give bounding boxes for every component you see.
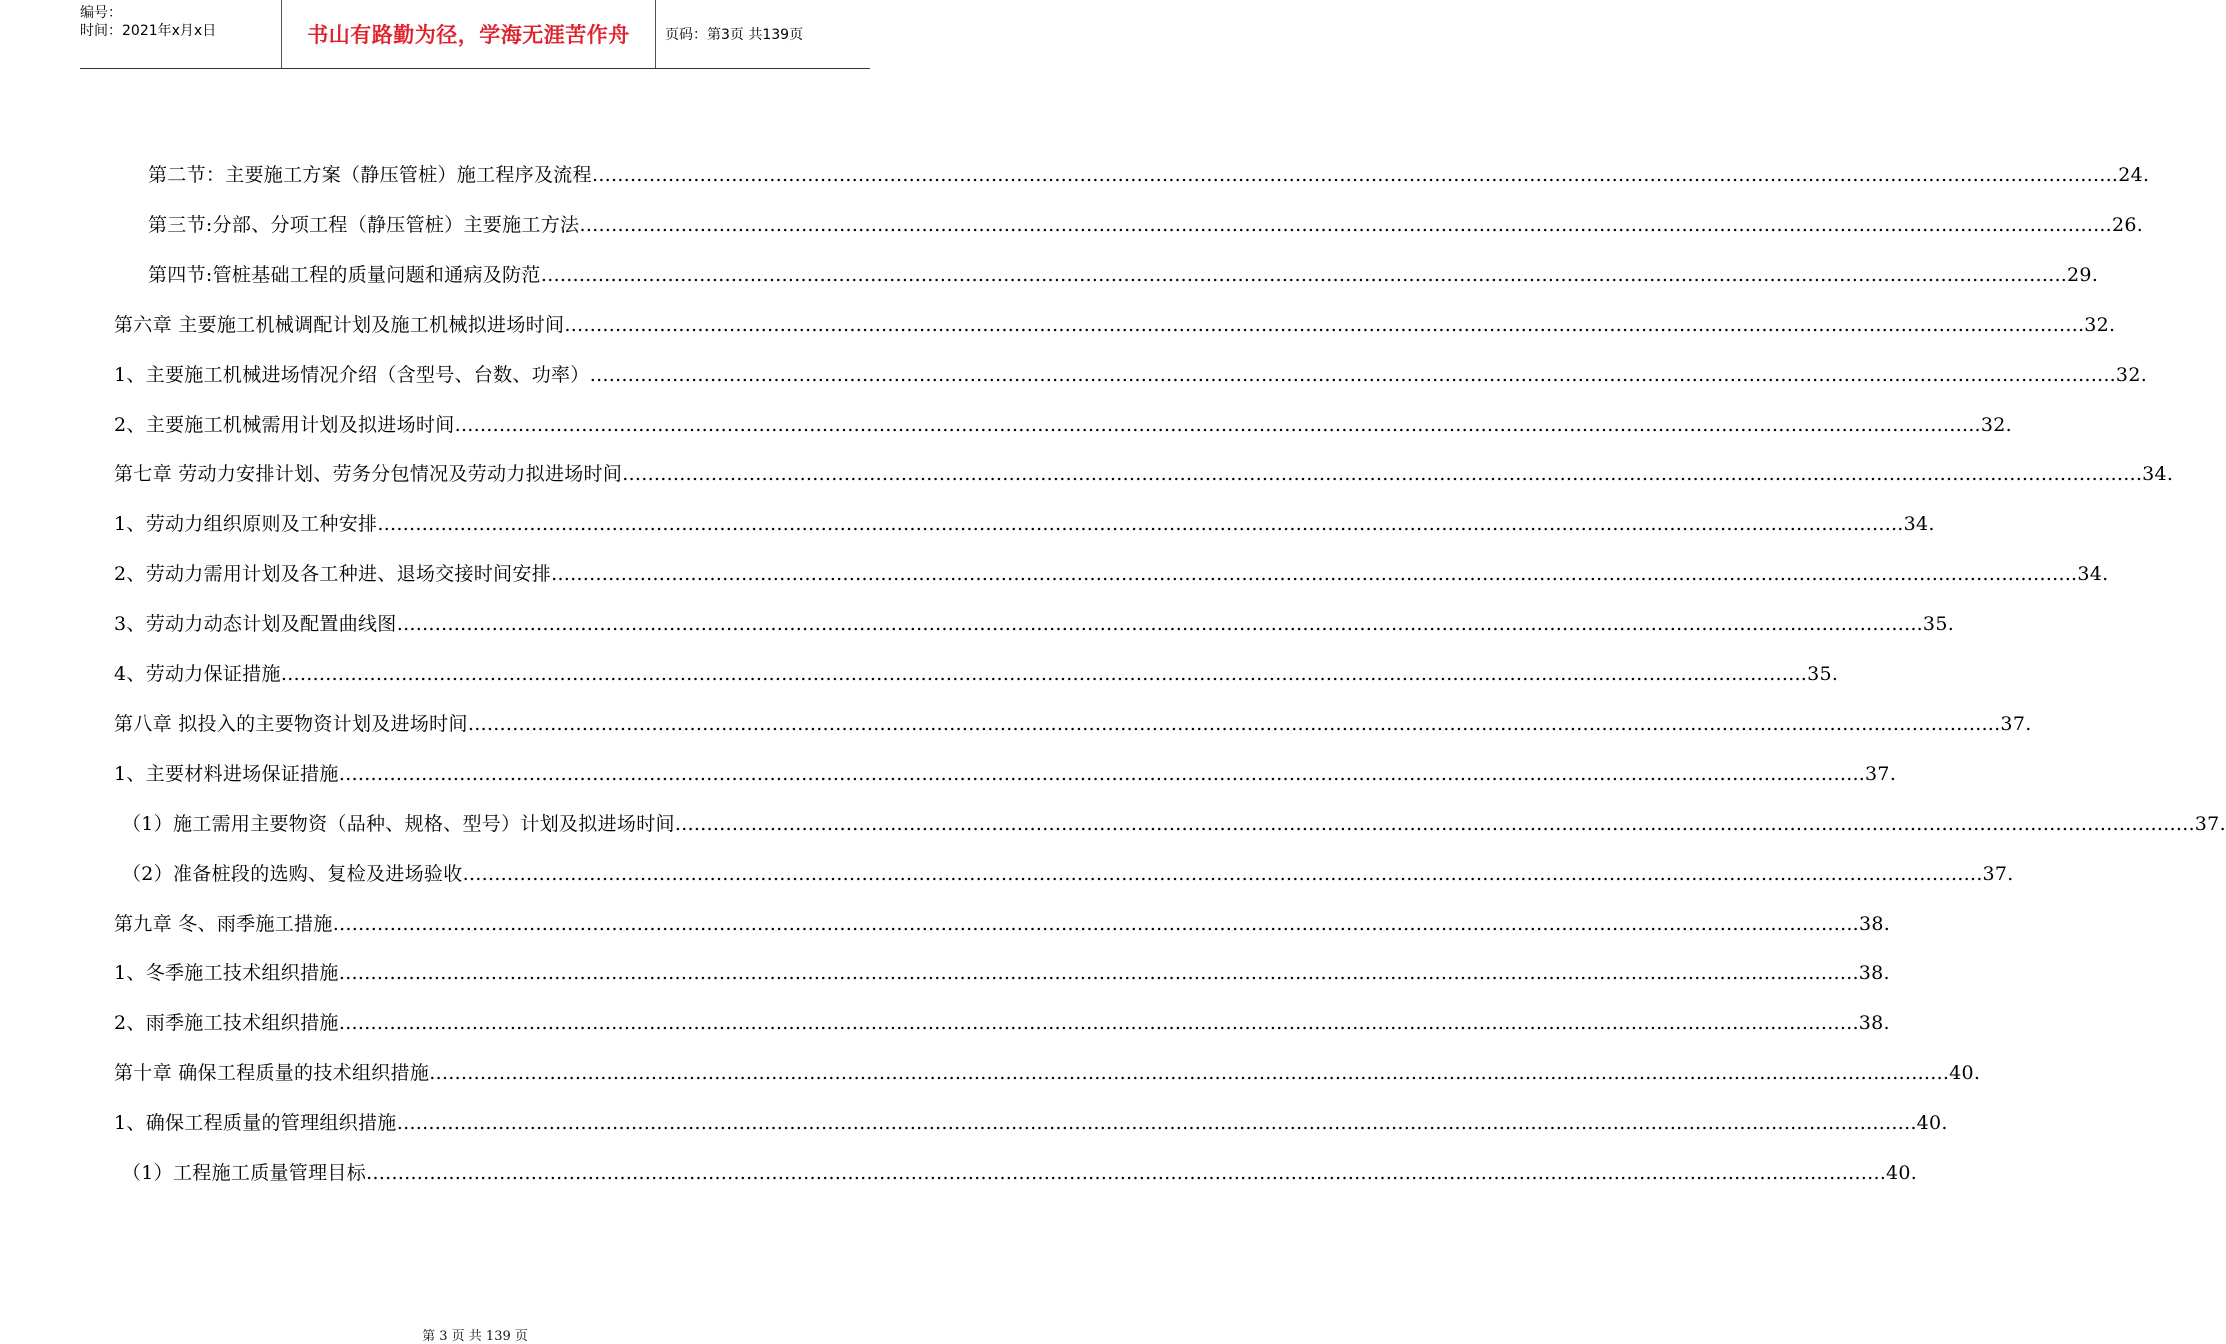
toc-entry-page: .35. [1800, 663, 1839, 685]
toc-entry-page: 34. [2142, 463, 2174, 486]
toc-entry-page: 38. [1858, 1012, 1890, 1035]
toc-entry-title: 2、雨季施工技术组织措施 [114, 1012, 339, 1035]
toc-leader-dots: …………………………………………………………………………………………………………………………………………………………………………………………………………………… [338, 1012, 1859, 1035]
toc-entry-title: 第二节：主要施工方案（静压管桩）施工程序及流程 [148, 164, 592, 186]
toc-entry-title: 第七章 劳动力安排计划、劳务分包情况及劳动力拟进场时间 [114, 463, 623, 486]
toc-entry [114, 310, 2116, 340]
toc-entry [114, 1058, 1981, 1088]
toc-entry-page: .34. [2071, 563, 2109, 586]
toc-entry-page: ..26. [2099, 213, 2144, 236]
toc-entry [114, 709, 2032, 739]
toc-entry [148, 210, 2144, 240]
toc-entry [114, 360, 2148, 390]
toc-entry [148, 160, 2150, 190]
toc-leader-dots: …………………………………………………………………………………………………………………………………………………………………………………………………………………… [462, 862, 1983, 885]
toc-leader-dots: …………………………………………………………………………………………………………………………………………………………………………………………………………………… [674, 812, 2195, 835]
toc-entry [114, 559, 2109, 589]
toc-leader-dots: …………………………………………………………………………………………………………………………………………………………………………………………………………………… [540, 263, 2061, 286]
toc-leader-dots: …………………………………………………………………………………………………………………………………………………………………………………………………………………… [280, 663, 1801, 685]
toc-entry-title: 1、确保工程质量的管理组织措施 [114, 1112, 397, 1135]
document-number-label: 编号： [80, 5, 122, 21]
toc-leader-dots: …………………………………………………………………………………………………………………………………………………………………………………………………………………… [429, 1062, 1950, 1085]
toc-entry [114, 410, 2012, 440]
toc-entry [122, 859, 2014, 889]
toc-entry [114, 1108, 1948, 1138]
toc-entry-title: 2、主要施工机械需用计划及拟进场时间 [114, 413, 455, 436]
toc-entry-page: 37. [2194, 812, 2226, 835]
toc-entry-page: 40. [1886, 1162, 1918, 1184]
toc-leader-dots: …………………………………………………………………………………………………………………………………………………………………………………………………………………… [551, 563, 2071, 586]
toc-entry [122, 809, 2226, 839]
document-time-label: 时间：2021年x月x日 [80, 23, 217, 39]
toc-entry [114, 958, 1890, 988]
toc-entry-title: 第三节:分部、分项工程（静压管桩）主要施工方法 [148, 213, 580, 236]
toc-entry-title: 第十章 确保工程质量的技术组织措施 [114, 1062, 430, 1085]
toc-entry [114, 509, 1935, 539]
header-motto: 书山有路勤为径，学海无涯苦作舟 [281, 0, 656, 68]
toc-entry-page: .32. [1974, 413, 2012, 436]
toc-entry-title: （1）工程施工质量管理目标 [122, 1162, 366, 1184]
toc-leader-dots: …………………………………………………………………………………………………………………………………………………………………………………………………………………… [332, 912, 1853, 935]
header-meta [80, 0, 280, 72]
toc-entry-page: .24. [2111, 164, 2150, 186]
toc-entry [114, 609, 1955, 639]
toc-leader-dots: …………………………………………………………………………………………………………………………………………………………………………………………………………………… [396, 613, 1917, 636]
toc-entry [114, 1008, 1890, 1038]
toc-entry-title: （1）施工需用主要物资（品种、规格、型号）计划及拟进场时间 [122, 812, 675, 835]
toc-entry-title: 第四节:管桩基础工程的质量问题和通病及防范 [148, 263, 541, 286]
toc-leader-dots: …………………………………………………………………………………………………………………………………………………………………………………………………………………… [579, 213, 2100, 236]
toc-entry-page: .38. [1852, 912, 1891, 935]
toc-entry-page: 38. [1858, 962, 1890, 985]
toc-leader-dots: …………………………………………………………………………………………………………………………………………………………………………………………………………………… [591, 164, 2112, 186]
header-page-info: 页码：第3页 共139页 [665, 27, 804, 43]
toc-entry-page: .35. [1916, 613, 1955, 636]
toc-entry-page: .29. [2060, 263, 2099, 286]
toc-leader-dots: …………………………………………………………………………………………………………………………………………………………………………………………………………………… [622, 463, 2143, 486]
toc-entry [114, 459, 2174, 489]
toc-entry [114, 759, 1897, 789]
toc-leader-dots: …………………………………………………………………………………………………………………………………………………………………………………………………………………… [338, 762, 1859, 785]
toc-entry-page: ..37. [1987, 712, 2032, 735]
toc-entry [122, 1158, 1918, 1188]
toc-entry-page: 32. [2084, 313, 2116, 336]
toc-leader-dots: …………………………………………………………………………………………………………………………………………………………………………………………………………………… [366, 1162, 1886, 1184]
toc-entry-page: .37. [1858, 762, 1897, 785]
toc-leader-dots: …………………………………………………………………………………………………………………………………………………………………………………………………………………… [564, 313, 2085, 336]
toc-leader-dots: …………………………………………………………………………………………………………………………………………………………………………………………………………………… [589, 363, 2110, 386]
toc-entry-page: 40. [1916, 1112, 1948, 1135]
toc-entry-page: .32. [2109, 363, 2148, 386]
toc-entry-title: 第八章 拟投入的主要物资计划及进场时间 [114, 712, 468, 735]
toc-entry-title: 1、劳动力组织原则及工种安排 [114, 513, 378, 536]
toc-entry-title: 第六章 主要施工机械调配计划及施工机械拟进场时间 [114, 313, 565, 336]
toc-entry-title: 1、主要施工机械进场情况介绍（含型号、台数、功率） [114, 363, 590, 386]
toc-entry-title: 2、劳动力需用计划及各工种进、退场交接时间安排 [114, 563, 551, 586]
toc-entry [114, 909, 1891, 939]
toc-entry-page: .34. [1897, 513, 1935, 536]
toc-entry-page: 40. [1949, 1062, 1981, 1085]
toc-entry [148, 260, 2099, 290]
toc-leader-dots: …………………………………………………………………………………………………………………………………………………………………………………………………………………… [467, 712, 1988, 735]
toc-entry [114, 659, 1839, 689]
toc-entry-title: 第九章 冬、雨季施工措施 [114, 912, 333, 935]
page-header [80, 0, 870, 69]
toc-leader-dots: …………………………………………………………………………………………………………………………………………………………………………………………………………………… [396, 1112, 1917, 1135]
toc-entry-page: 37. [1982, 862, 2014, 885]
toc-leader-dots: …………………………………………………………………………………………………………………………………………………………………………………………………………………… [454, 413, 1975, 436]
toc-entry-title: 4、劳动力保证措施 [114, 663, 281, 685]
toc-leader-dots: …………………………………………………………………………………………………………………………………………………………………………………………………………………… [338, 962, 1859, 985]
page-footer: 第 3 页 共 139 页 [422, 1329, 528, 1344]
toc-entry-title: 3、劳动力动态计划及配置曲线图 [114, 613, 397, 636]
toc-entry-title: 1、主要材料进场保证措施 [114, 762, 339, 785]
toc-entry-title: 1、冬季施工技术组织措施 [114, 962, 339, 985]
toc-entry-title: （2）准备桩段的选购、复检及进场验收 [122, 862, 463, 885]
toc-leader-dots: …………………………………………………………………………………………………………………………………………………………………………………………………………………… [377, 513, 1898, 536]
